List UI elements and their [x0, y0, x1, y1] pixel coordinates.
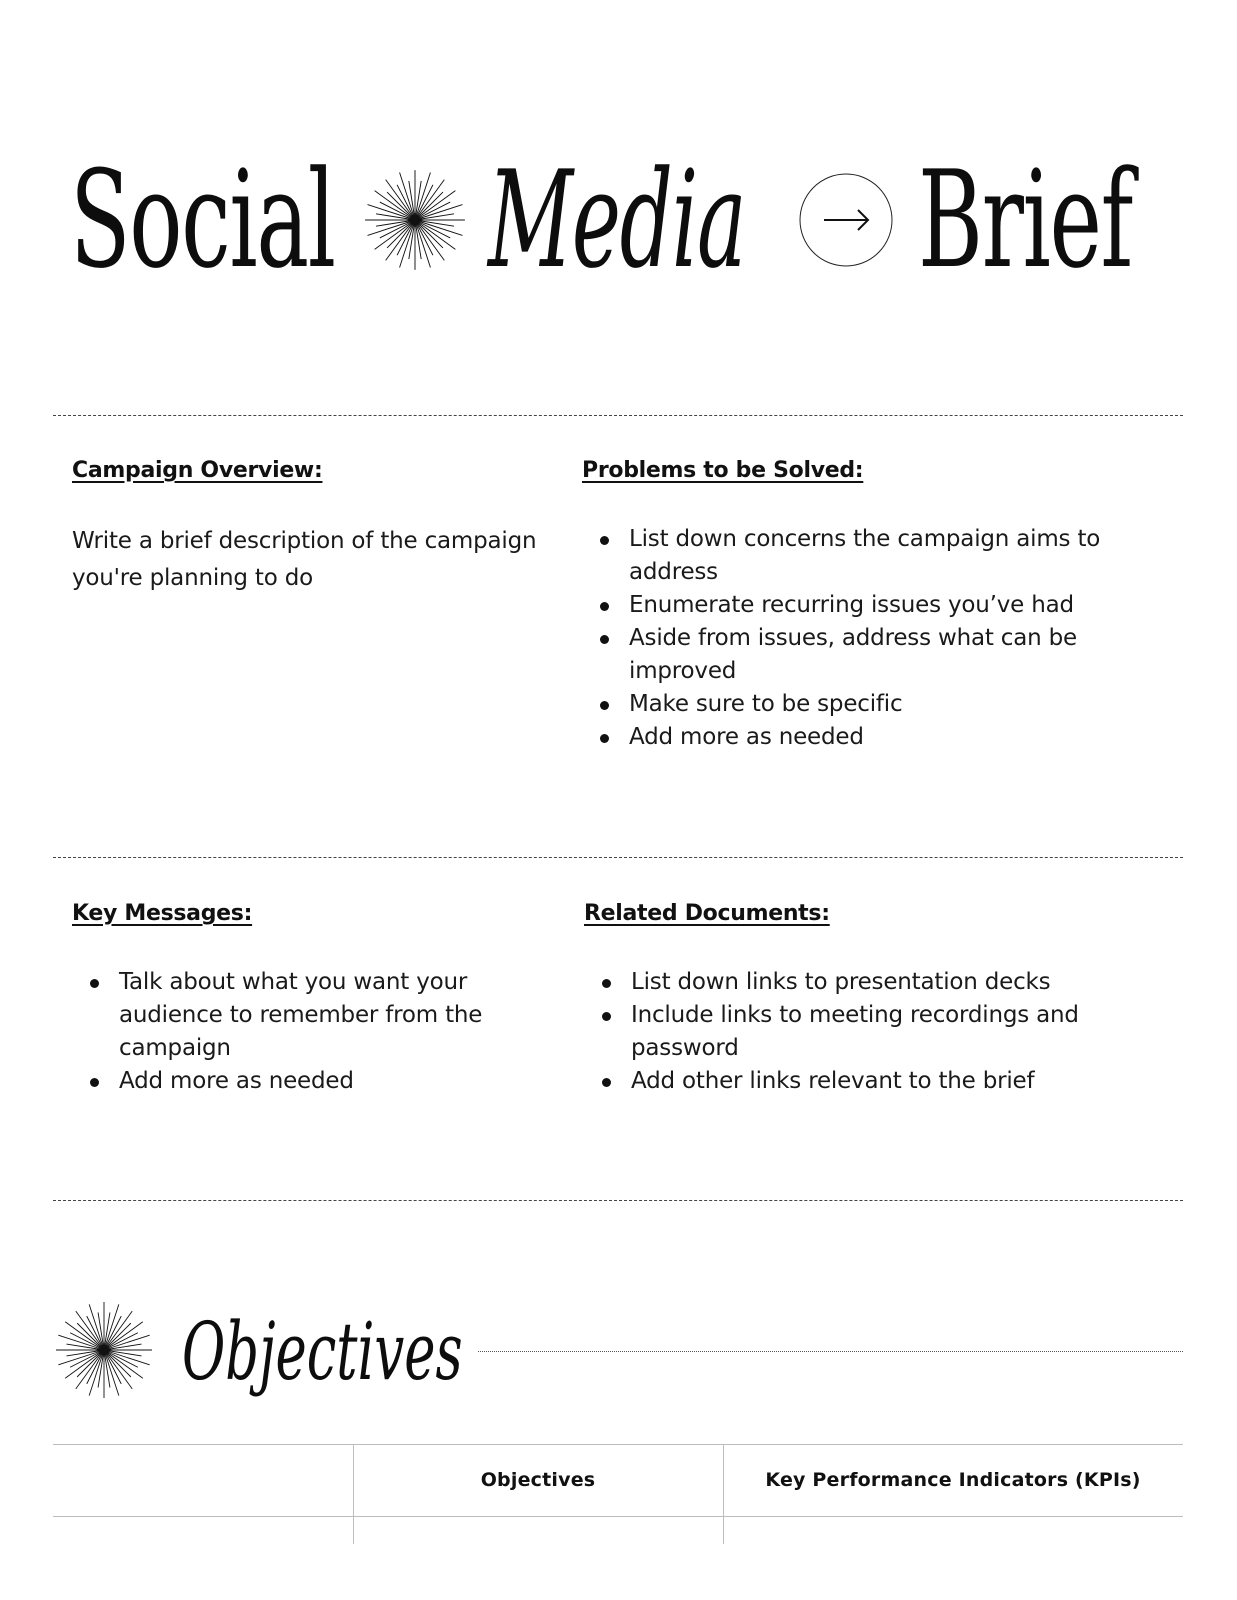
list-item — [582, 721, 1122, 754]
title-word-brief: Brief — [918, 142, 1133, 298]
divider-2 — [53, 857, 1183, 858]
list-item — [582, 688, 1122, 721]
campaign-overview-text: Write a brief description of the campaign you're planning to do — [72, 528, 537, 591]
list-item-text: List down links to presentation decks — [631, 969, 1051, 995]
list-item-text: Include links to meeting recordings and password — [631, 1002, 1079, 1061]
bullet-icon — [600, 536, 609, 545]
key-messages-list — [72, 966, 502, 1098]
title-word-media: Media — [488, 142, 746, 298]
bullet-icon — [602, 1012, 611, 1021]
related-documents-heading: Related Documents: — [584, 901, 830, 926]
list-item-text: Talk about what you want your audience to remember from the campaign — [119, 969, 483, 1061]
key-messages-section — [72, 901, 502, 1098]
list-item — [582, 622, 1122, 688]
title-word-social: Social — [70, 142, 335, 298]
list-item-text: Add more as needed — [629, 724, 864, 750]
objectives-table — [53, 1444, 1183, 1600]
table-header-objectives: Objectives — [480, 1469, 596, 1491]
problems-section — [582, 458, 1122, 754]
bullet-icon — [90, 979, 99, 988]
list-item — [582, 589, 1122, 622]
list-item-text: Add more as needed — [119, 1068, 354, 1094]
objectives-heading: Objectives — [182, 1305, 463, 1398]
list-item-text: Aside from issues, address what can be improved — [629, 625, 1077, 684]
list-item — [584, 999, 1124, 1065]
related-documents-list — [584, 966, 1124, 1098]
bullet-icon — [602, 1078, 611, 1087]
bullet-icon — [600, 602, 609, 611]
campaign-overview-heading: Campaign Overview: — [72, 458, 323, 483]
starburst-icon — [363, 168, 467, 272]
bullet-icon — [600, 701, 609, 710]
problems-heading: Problems to be Solved: — [582, 458, 864, 483]
list-item — [584, 966, 1124, 999]
page-title — [70, 142, 1180, 298]
campaign-overview-section — [72, 458, 592, 597]
related-documents-section — [584, 901, 1124, 1098]
list-item-text: Make sure to be specific — [629, 691, 903, 717]
table-header-cell — [53, 1444, 353, 1516]
list-item-text: Add other links relevant to the brief — [631, 1068, 1035, 1094]
list-item — [72, 1065, 502, 1098]
list-item — [584, 1065, 1124, 1098]
bullet-icon — [602, 979, 611, 988]
key-messages-heading: Key Messages: — [72, 901, 253, 926]
problems-list — [582, 523, 1122, 754]
table-border-row — [53, 1516, 1183, 1517]
list-item-text: List down concerns the campaign aims to address — [629, 526, 1101, 585]
arrow-right-circle-icon — [798, 172, 894, 268]
bullet-icon — [600, 635, 609, 644]
starburst-icon — [54, 1300, 154, 1400]
objectives-rule — [478, 1351, 1183, 1352]
table-header-kpis: Key Performance Indicators (KPIs) — [765, 1469, 1141, 1491]
divider-1 — [53, 415, 1183, 416]
list-item — [72, 966, 502, 1065]
divider-3 — [53, 1200, 1183, 1201]
bullet-icon — [600, 734, 609, 743]
bullet-icon — [90, 1078, 99, 1087]
list-item-text: Enumerate recurring issues you’ve had — [629, 592, 1074, 618]
list-item — [582, 523, 1122, 589]
